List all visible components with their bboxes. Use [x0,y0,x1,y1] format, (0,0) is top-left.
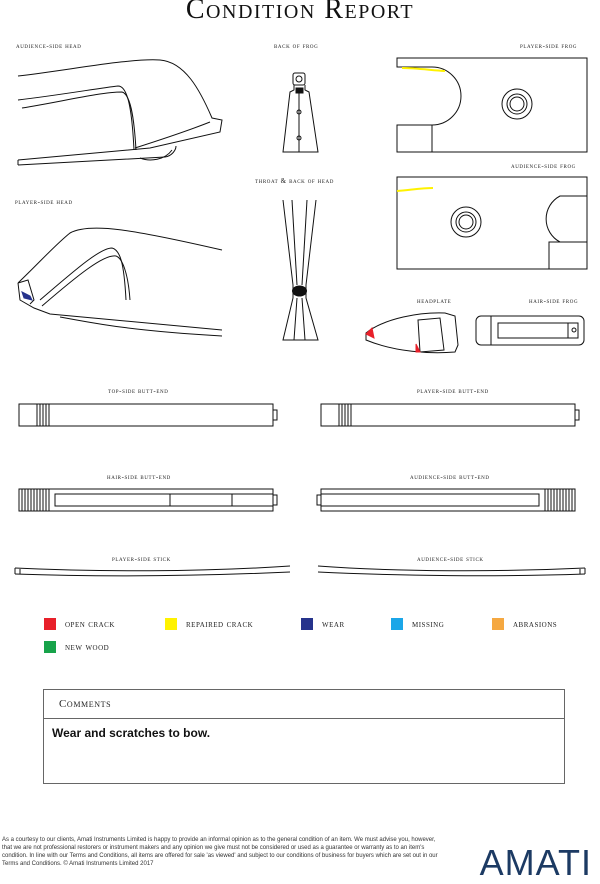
legend-label-open-crack: open crack [65,618,115,630]
label-audience-side-butt-end: audience-side butt-end [410,473,490,481]
label-player-side-frog: player-side frog [520,42,578,50]
label-headplate: headplate [417,297,452,305]
legend-wear [301,618,345,630]
label-hair-side-butt-end: hair-side butt-end [107,473,171,481]
disclaimer-text: As a courtesy to our clients, Amati Instruments Limited is happy to provide an informal opinion as to the general condition of an item. We must advise you, however, that we are not professional restorers or instrument makers and any opinion we give must not be considered or used as a guarantee or warranty as to an item's condition. In line with our Terms and Conditions, all items are offered for sale 'as viewed' and subject to our conditions of business for buyers which are set out in our Terms and Conditions. © Amati Instruments Limited 2017 [2,837,438,867]
label-player-side-stick: player-side stick [112,555,171,563]
legend-label-repaired-crack: repaired crack [186,618,254,630]
legend-swatch-new-wood [44,641,56,653]
legend-swatch-abrasions [492,618,504,630]
legend-open-crack [44,618,115,630]
legend-swatch-open-crack [44,618,56,630]
legend-repaired-crack [165,618,253,630]
page-title: Condition Report [185,0,415,25]
legend-new-wood [44,641,109,653]
label-hair-side-frog: hair-side frog [529,297,579,305]
label-audience-side-frog: audience-side frog [511,162,576,170]
legend-label-new-wood: new wood [65,641,110,653]
label-player-side-head: player-side head [15,198,73,206]
legend-abrasions [492,618,557,630]
legend-label-wear: wear [322,618,345,630]
legend-swatch-wear [301,618,313,630]
comments-heading: Comments [44,690,564,719]
legend-swatch-repaired-crack [165,618,177,630]
label-top-side-butt-end: top-side butt-end [108,387,169,395]
label-throat-back-of-head: throat & back of head [255,177,334,185]
legend-label-missing: missing [412,618,445,630]
label-audience-side-stick: audience-side stick [417,555,484,563]
legend-missing [391,618,444,630]
legend-label-abrasions: abrasions [513,618,558,630]
label-back-of-frog: back of frog [274,42,319,50]
comments-text: Wear and scratches to bow. [52,726,211,740]
label-player-side-butt-end: player-side butt-end [417,387,489,395]
legend-swatch-missing [391,618,403,630]
label-audience-side-head: audience-side head [16,42,82,50]
amati-logo: AMATI [479,842,592,883]
comments-box [43,689,565,784]
